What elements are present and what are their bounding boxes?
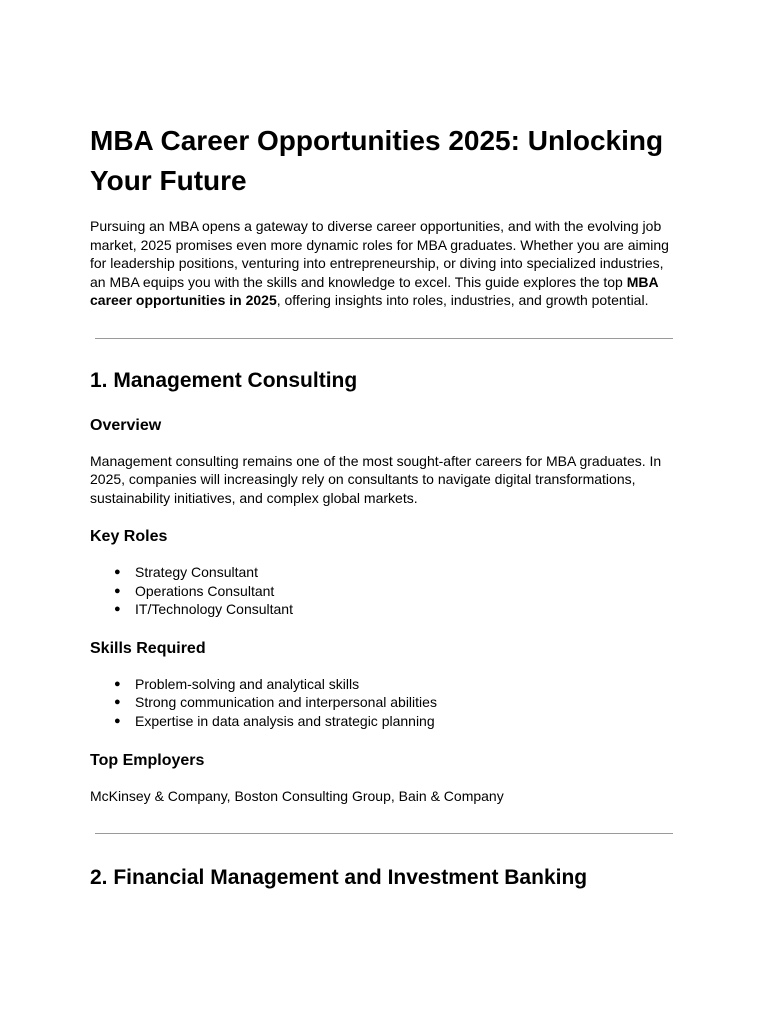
list-item [90, 582, 678, 601]
list-item [90, 675, 678, 694]
list-item [90, 712, 678, 731]
bullet-icon: ● [114, 603, 121, 616]
page-title: MBA Career Opportunities 2025: Unlocking Your Future [90, 125, 664, 196]
subheading-top-employers: Top Employers [90, 751, 205, 769]
list-item-text: Problem-solving and analytical skills [135, 675, 360, 692]
section-divider [95, 338, 673, 339]
skills-list [90, 675, 678, 731]
list-item [90, 600, 678, 619]
intro-text-end: , offering insights into roles, industries, and growth potential. [276, 292, 649, 308]
subheading-overview: Overview [90, 416, 162, 434]
bullet-icon: ● [114, 714, 121, 727]
intro-text-start: Pursuing an MBA opens a gateway to diverse career opportunities, and with the evolving job market, 2025 promises even more dynamic roles for MBA graduates. Whether you are aiming for leadership positions, venturing into entrepreneurship, or diving into specialized industries, an MBA equips you with the skills and knowledge to excel. This guide explores the top [90, 218, 669, 290]
section-heading-financial-management: 2. Financial Management and Investment Banking [90, 866, 588, 890]
bullet-icon: ● [114, 696, 121, 709]
list-item-text: Strong communication and interpersonal abilities [135, 694, 437, 711]
list-item-text: Expertise in data analysis and strategic planning [135, 712, 435, 729]
list-item [90, 563, 678, 582]
overview-text: Management consulting remains one of the most sought-after careers for MBA graduates. In 2025, companies will increasingly rely on consultants to navigate digital transformations, sustainability initiatives, and complex global markets. [90, 452, 662, 506]
list-item-text: IT/Technology Consultant [135, 601, 293, 618]
subheading-skills-required: Skills Required [90, 639, 206, 657]
list-item-text: Strategy Consultant [135, 564, 258, 580]
subheading-key-roles: Key Roles [90, 528, 168, 545]
key-roles-list [90, 563, 678, 619]
list-item [90, 693, 678, 712]
section-heading-management-consulting: 1. Management Consulting [90, 368, 358, 392]
list-item-text: Operations Consultant [135, 582, 275, 599]
intro-text-bold: MBA career opportunities in 2025 [90, 273, 659, 308]
section-divider [95, 833, 673, 834]
bullet-icon: ● [114, 566, 121, 578]
intro-paragraph [90, 217, 678, 310]
bullet-icon: ● [114, 677, 121, 690]
top-employers-text: McKinsey & Company, Boston Consulting Group, Bain & Company [90, 787, 504, 804]
bullet-icon: ● [114, 584, 121, 597]
